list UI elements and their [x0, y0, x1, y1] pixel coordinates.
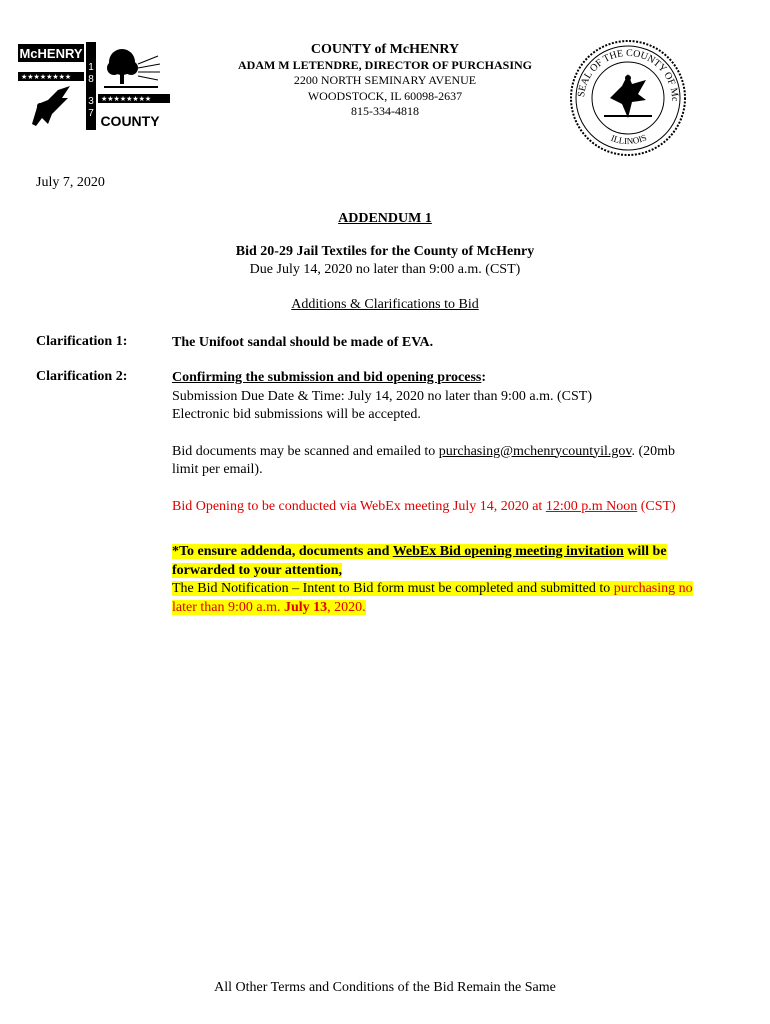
docs-line-2: limit per email). — [172, 462, 263, 477]
address-line-1: 2200 NORTH SEMINARY AVENUE — [293, 73, 477, 87]
form-part-b: purchasing no — [613, 581, 693, 596]
svg-text:7: 7 — [88, 108, 94, 119]
form-part-c: later than 9:00 a.m. — [172, 599, 284, 615]
svg-text:1: 1 — [88, 62, 94, 73]
bid-documents-paragraph — [172, 443, 742, 480]
svg-text:3: 3 — [88, 96, 94, 107]
letter-date: July 7, 2020 — [36, 175, 105, 190]
county-name: COUNTY of McHENRY — [310, 42, 460, 57]
attention-notice — [172, 543, 742, 617]
clarification-2-heading: Confirming the submission and bid opening process — [172, 370, 482, 385]
svg-text:★★★★★★★★: ★★★★★★★★ — [21, 73, 72, 81]
heading-colon: : — [481, 370, 487, 385]
bid-opening-notice — [172, 498, 742, 517]
letterhead — [210, 42, 560, 120]
clarification-1-label: Clarification 1: — [36, 334, 128, 349]
address-line-2: WOODSTOCK, IL 60098-2637 — [307, 88, 463, 103]
seal-text-top: SEAL OF THE COUNTY OF Mc — [576, 47, 681, 102]
director-line: ADAM M LETENDRE, DIRECTOR OF PURCHASING — [237, 57, 533, 72]
clarification-2-label: Clarification 2: — [36, 369, 128, 384]
bid-title: Bid 20-29 Jail Textiles for the County of McHenry — [235, 244, 535, 259]
opening-prefix: Bid Opening to be conducted via WebEx meeting July 14, 2020 at — [172, 498, 546, 514]
svg-text:8: 8 — [88, 74, 94, 85]
logo-name-bottom: COUNTY — [100, 113, 160, 129]
notice-part-c: will be — [623, 544, 667, 559]
purchasing-email-link[interactable]: purchasing@mchenrycountyil.gov — [438, 443, 632, 459]
addendum-title: ADDENDUM 1 — [338, 211, 432, 226]
county-seal — [566, 38, 690, 158]
form-deadline-date: July 13 — [283, 599, 328, 615]
form-part-e: , 2020. — [327, 599, 366, 615]
docs-prefix: Bid documents may be scanned and emailed to — [172, 443, 439, 459]
bid-due-date: Due July 14, 2020 no later than 9:00 a.m. (CST) — [249, 262, 521, 277]
phone-number: 815-334-4818 — [351, 104, 419, 118]
clarification-2-body — [172, 369, 742, 617]
electronic-submission-line: Electronic bid submissions will be accepted. — [172, 407, 421, 422]
seal-text-bottom: ILLINOIS — [609, 132, 649, 147]
notice-line-2: forwarded to your attention, — [172, 562, 343, 578]
opening-suffix: (CST) — [637, 498, 676, 514]
webex-invitation-text: WebEx Bid opening meeting invitation — [392, 544, 624, 559]
svg-text:★★★★★★★★: ★★★★★★★★ — [101, 95, 152, 103]
form-part-a: The Bid Notification – Intent to Bid form must be completed and submitted to — [172, 581, 614, 596]
footer-note: All Other Terms and Conditions of the Bid Remain the Same — [214, 980, 556, 995]
docs-suffix: . (20mb — [631, 443, 676, 459]
notice-part-a: *To ensure addenda, documents and — [172, 544, 393, 559]
submission-due-line: Submission Due Date & Time: July 14, 2020 no later than 9:00 a.m. (CST) — [172, 388, 592, 404]
logo-name-top: McHENRY — [19, 46, 83, 61]
clarification-1-text: The Unifoot sandal should be made of EVA. — [172, 335, 434, 350]
county-logo — [18, 42, 170, 130]
opening-time: 12:00 p.m Noon — [545, 498, 638, 514]
additions-heading: Additions & Clarifications to Bid — [291, 297, 479, 312]
